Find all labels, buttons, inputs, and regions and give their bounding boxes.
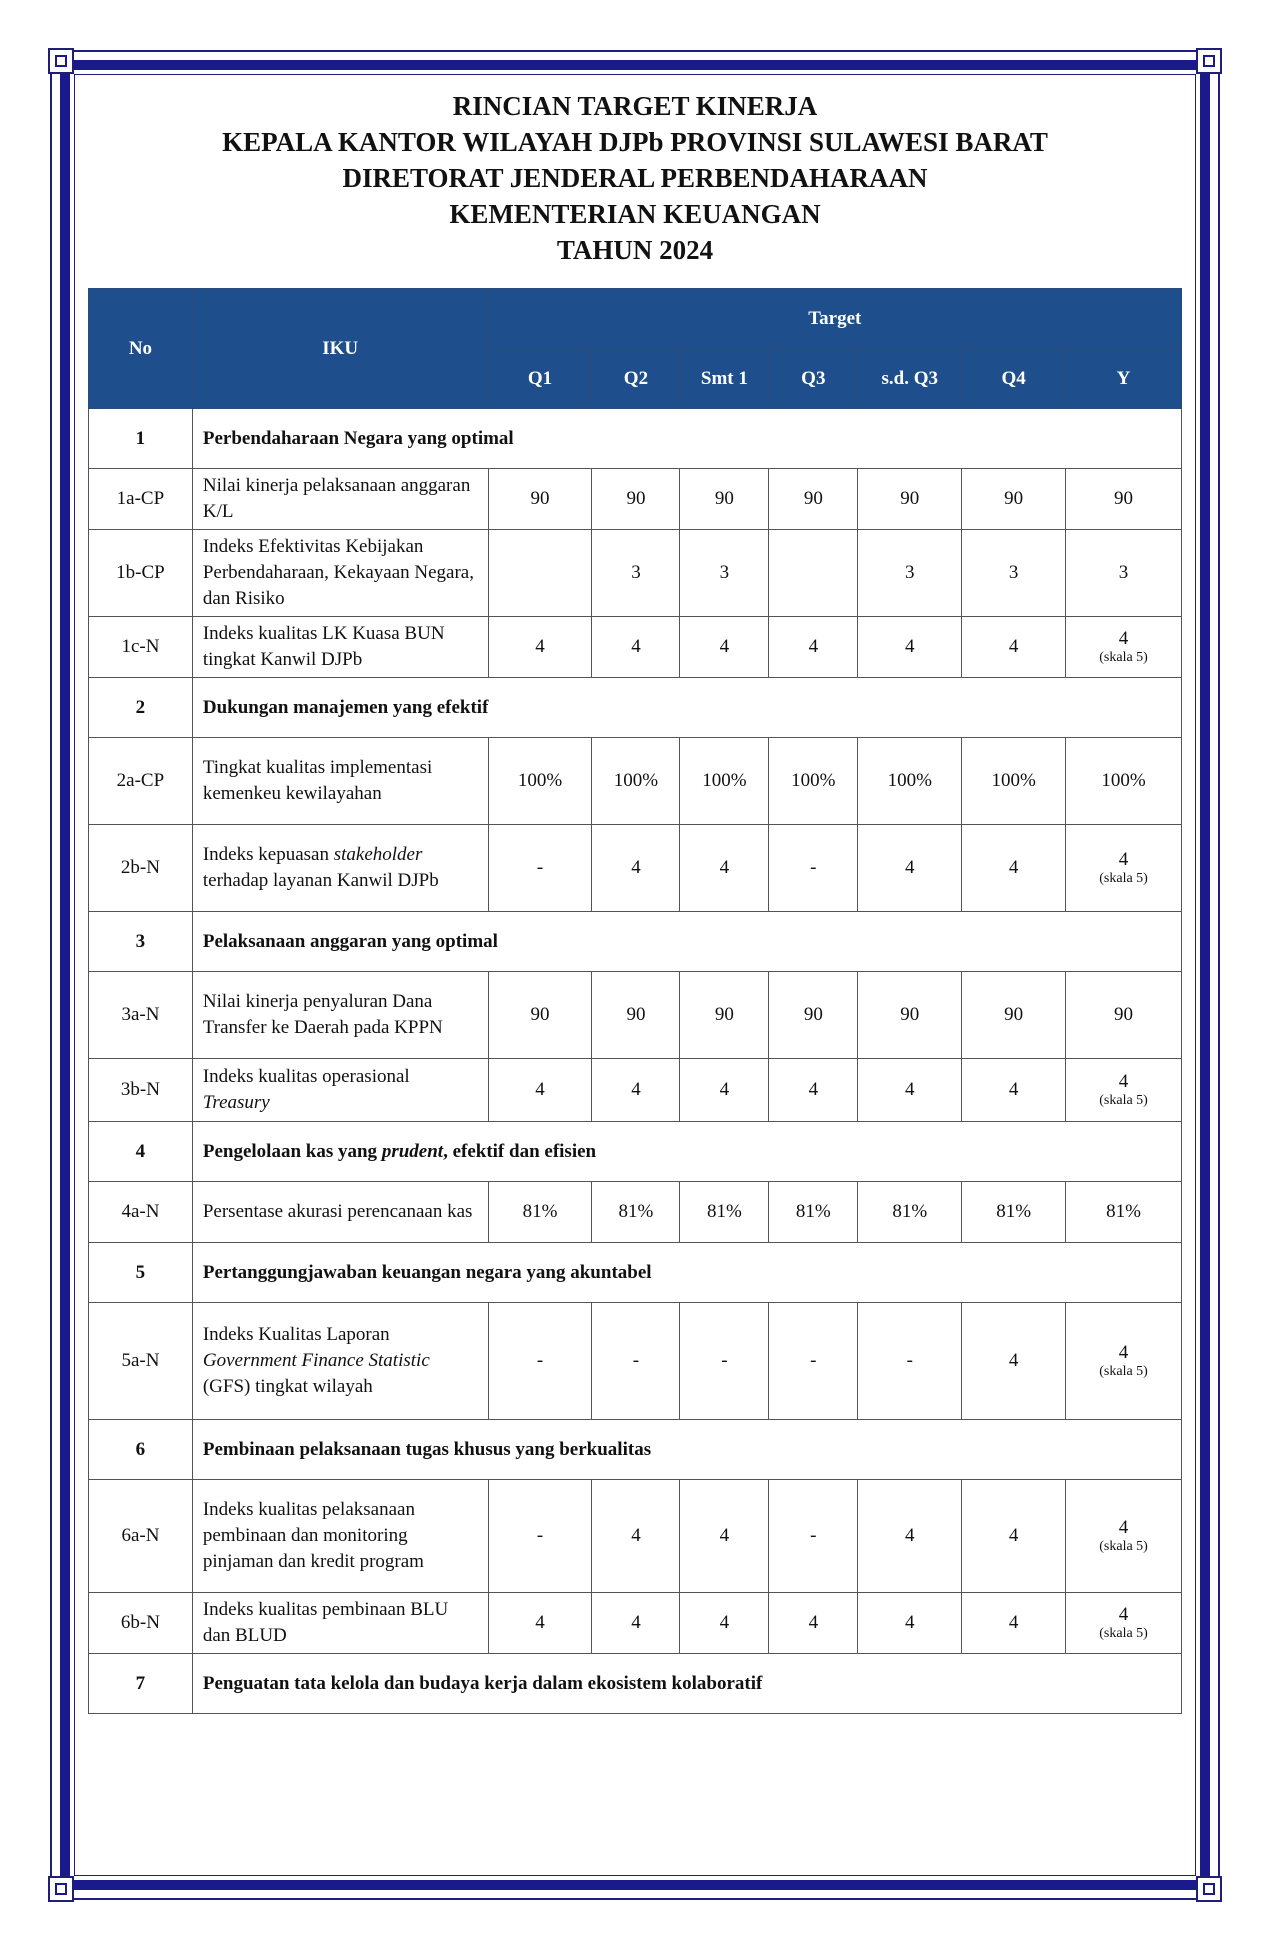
target-cell: 4 xyxy=(962,1059,1066,1122)
target-cell: - xyxy=(769,1480,858,1593)
target-cell: 90 xyxy=(592,469,680,530)
target-cell: 4 xyxy=(680,825,769,912)
header-col: Smt 1 xyxy=(680,349,769,409)
header-col: Q3 xyxy=(769,349,858,409)
title-line: TAHUN 2024 xyxy=(556,235,714,265)
row-number: 1b-CP xyxy=(89,530,193,617)
target-cell: 4 xyxy=(858,617,962,678)
target-cell: 4 xyxy=(858,1059,962,1122)
section-row xyxy=(89,1122,1182,1182)
row-number: 4a-N xyxy=(89,1182,193,1243)
target-cell: 3 xyxy=(680,530,769,617)
target-cell: 90 xyxy=(858,972,962,1059)
target-cell: - xyxy=(488,1303,592,1420)
target-cell: 90 xyxy=(1066,972,1182,1059)
section-number: 7 xyxy=(89,1654,193,1714)
row-number: 3b-N xyxy=(89,1059,193,1122)
header-target: Target xyxy=(488,289,1181,349)
target-cell: 4 xyxy=(680,1593,769,1654)
target-cell: - xyxy=(488,1480,592,1593)
row-iku: Indeks Efektivitas Kebijakan Perbendaharaan, Kekayaan Negara, dan Risiko xyxy=(192,530,488,617)
target-cell: 100% xyxy=(488,738,592,825)
section-number: 3 xyxy=(89,912,193,972)
row-iku: Tingkat kualitas implementasi kemenkeu kewilayahan xyxy=(192,738,488,825)
scale-note: (skala 5) xyxy=(1099,1626,1148,1641)
section-title: Pelaksanaan anggaran yang optimal xyxy=(192,912,1181,972)
target-cell: 81% xyxy=(592,1182,680,1243)
scale-note: (skala 5) xyxy=(1099,1539,1148,1554)
table-row xyxy=(89,972,1182,1059)
target-cell-y xyxy=(1066,1303,1182,1420)
table-row xyxy=(89,469,1182,530)
target-cell: 90 xyxy=(1066,469,1182,530)
section-row xyxy=(89,409,1182,469)
target-cell: 3 xyxy=(1066,530,1182,617)
row-number: 5a-N xyxy=(89,1303,193,1420)
scale-note: (skala 5) xyxy=(1099,650,1148,665)
target-cell: 4 xyxy=(962,617,1066,678)
header-iku: IKU xyxy=(192,289,488,409)
section-row xyxy=(89,1654,1182,1714)
target-cell: 90 xyxy=(488,469,592,530)
section-number: 1 xyxy=(89,409,193,469)
target-cell: 4 xyxy=(592,1480,680,1593)
row-iku: Indeks Kualitas Laporan Government Finance Statistic (GFS) tingkat wilayah xyxy=(192,1303,488,1420)
target-cell: 4 xyxy=(858,1593,962,1654)
table-row xyxy=(89,1059,1182,1122)
corner-ornament xyxy=(48,1876,74,1902)
table-row xyxy=(89,617,1182,678)
target-cell: 4 xyxy=(962,1593,1066,1654)
target-cell: 90 xyxy=(769,469,858,530)
target-cell: 4 xyxy=(769,1593,858,1654)
target-value: 4 xyxy=(1118,1342,1129,1363)
target-cell-y xyxy=(1066,1480,1182,1593)
corner-ornament xyxy=(1196,48,1222,74)
corner-ornament xyxy=(1196,1876,1222,1902)
section-title: Pembinaan pelaksanaan tugas khusus yang berkualitas xyxy=(192,1420,1181,1480)
target-cell: 81% xyxy=(858,1182,962,1243)
target-cell: 100% xyxy=(1066,738,1182,825)
title-line: KEPALA KANTOR WILAYAH DJPb PROVINSI SULAWESI BARAT xyxy=(222,127,1048,157)
target-cell: 81% xyxy=(962,1182,1066,1243)
table-row xyxy=(89,530,1182,617)
target-cell xyxy=(769,530,858,617)
target-cell: - xyxy=(858,1303,962,1420)
target-cell: 3 xyxy=(858,530,962,617)
target-cell: 90 xyxy=(680,469,769,530)
row-iku: Indeks kualitas pembinaan BLU dan BLUD xyxy=(192,1593,488,1654)
target-value: 4 xyxy=(1118,1071,1129,1092)
target-cell: 4 xyxy=(769,617,858,678)
target-cell: 4 xyxy=(488,617,592,678)
target-cell: 90 xyxy=(592,972,680,1059)
section-number: 4 xyxy=(89,1122,193,1182)
title-line: KEMENTERIAN KEUANGAN xyxy=(449,199,821,229)
target-cell: - xyxy=(769,825,858,912)
row-iku: Indeks kepuasan stakeholder terhadap layanan Kanwil DJPb xyxy=(192,825,488,912)
header-col: Q1 xyxy=(488,349,592,409)
section-number: 6 xyxy=(89,1420,193,1480)
row-number: 6a-N xyxy=(89,1480,193,1593)
header-col: Q2 xyxy=(592,349,680,409)
target-cell-y xyxy=(1066,1059,1182,1122)
target-cell: 100% xyxy=(592,738,680,825)
header-no: No xyxy=(89,289,193,409)
table-row xyxy=(89,738,1182,825)
section-row xyxy=(89,1243,1182,1303)
target-cell: 4 xyxy=(592,1059,680,1122)
scale-note: (skala 5) xyxy=(1099,1364,1148,1379)
target-cell: 81% xyxy=(488,1182,592,1243)
target-cell-y xyxy=(1066,617,1182,678)
section-title: Pertanggungjawaban keuangan negara yang akuntabel xyxy=(192,1243,1181,1303)
target-cell: 4 xyxy=(769,1059,858,1122)
target-cell: 4 xyxy=(858,1480,962,1593)
corner-ornament xyxy=(48,48,74,74)
target-value: 4 xyxy=(1118,628,1129,649)
table-row xyxy=(89,1480,1182,1593)
title-line: DIRETORAT JENDERAL PERBENDAHARAAN xyxy=(342,163,928,193)
target-cell: 4 xyxy=(858,825,962,912)
target-cell: 4 xyxy=(592,1593,680,1654)
table-row xyxy=(89,825,1182,912)
target-cell: 4 xyxy=(488,1593,592,1654)
target-cell: 4 xyxy=(962,1480,1066,1593)
document-title xyxy=(80,88,1190,268)
target-value: 4 xyxy=(1118,1517,1129,1538)
row-iku: Indeks kualitas pelaksanaan pembinaan dan monitoring pinjaman dan kredit program xyxy=(192,1480,488,1593)
target-value: 4 xyxy=(1118,849,1129,870)
section-row xyxy=(89,1420,1182,1480)
target-cell: 100% xyxy=(858,738,962,825)
section-title: Penguatan tata kelola dan budaya kerja dalam ekosistem kolaboratif xyxy=(192,1654,1181,1714)
header-col: s.d. Q3 xyxy=(858,349,962,409)
scale-note: (skala 5) xyxy=(1099,871,1148,886)
target-cell: - xyxy=(488,825,592,912)
section-title: Dukungan manajemen yang efektif xyxy=(192,678,1181,738)
target-cell: 4 xyxy=(680,617,769,678)
row-number: 2a-CP xyxy=(89,738,193,825)
target-cell: 3 xyxy=(962,530,1066,617)
target-cell: 81% xyxy=(769,1182,858,1243)
row-number: 1a-CP xyxy=(89,469,193,530)
target-cell: 4 xyxy=(680,1480,769,1593)
section-title: Perbendaharaan Negara yang optimal xyxy=(192,409,1181,469)
target-cell: 90 xyxy=(769,972,858,1059)
table-body xyxy=(89,409,1182,1714)
target-cell: 4 xyxy=(488,1059,592,1122)
target-cell: 4 xyxy=(592,617,680,678)
section-title: Pengelolaan kas yang prudent, efektif dan efisien xyxy=(192,1122,1181,1182)
target-cell-y xyxy=(1066,825,1182,912)
target-cell: 90 xyxy=(962,469,1066,530)
target-cell: 81% xyxy=(680,1182,769,1243)
row-iku: Nilai kinerja pelaksanaan anggaran K/L xyxy=(192,469,488,530)
header-col: Q4 xyxy=(962,349,1066,409)
header-col: Y xyxy=(1066,349,1182,409)
target-table xyxy=(88,288,1182,1714)
table-row xyxy=(89,1303,1182,1420)
row-iku: Nilai kinerja penyaluran Dana Transfer ke Daerah pada KPPN xyxy=(192,972,488,1059)
section-number: 5 xyxy=(89,1243,193,1303)
target-cell: 100% xyxy=(962,738,1066,825)
row-number: 2b-N xyxy=(89,825,193,912)
target-cell: 90 xyxy=(680,972,769,1059)
target-cell: 4 xyxy=(962,1303,1066,1420)
target-cell: 100% xyxy=(769,738,858,825)
row-number: 1c-N xyxy=(89,617,193,678)
row-iku: Indeks kualitas operasional Treasury xyxy=(192,1059,488,1122)
section-row xyxy=(89,912,1182,972)
target-cell: 90 xyxy=(488,972,592,1059)
target-cell: 90 xyxy=(962,972,1066,1059)
target-value: 4 xyxy=(1118,1604,1129,1625)
table-row xyxy=(89,1182,1182,1243)
target-cell: 4 xyxy=(680,1059,769,1122)
target-cell: 4 xyxy=(592,825,680,912)
target-cell: 81% xyxy=(1066,1182,1182,1243)
target-cell xyxy=(488,530,592,617)
row-iku: Persentase akurasi perencanaan kas xyxy=(192,1182,488,1243)
section-number: 2 xyxy=(89,678,193,738)
target-cell: 4 xyxy=(962,825,1066,912)
row-number: 3a-N xyxy=(89,972,193,1059)
target-cell: - xyxy=(680,1303,769,1420)
target-cell: 3 xyxy=(592,530,680,617)
target-cell: 90 xyxy=(858,469,962,530)
target-cell: - xyxy=(769,1303,858,1420)
title-line: RINCIAN TARGET KINERJA xyxy=(452,91,818,121)
target-cell-y xyxy=(1066,1593,1182,1654)
target-cell: - xyxy=(592,1303,680,1420)
row-iku: Indeks kualitas LK Kuasa BUN tingkat Kanwil DJPb xyxy=(192,617,488,678)
scale-note: (skala 5) xyxy=(1099,1093,1148,1108)
table-row xyxy=(89,1593,1182,1654)
row-number: 6b-N xyxy=(89,1593,193,1654)
section-row xyxy=(89,678,1182,738)
target-cell: 100% xyxy=(680,738,769,825)
